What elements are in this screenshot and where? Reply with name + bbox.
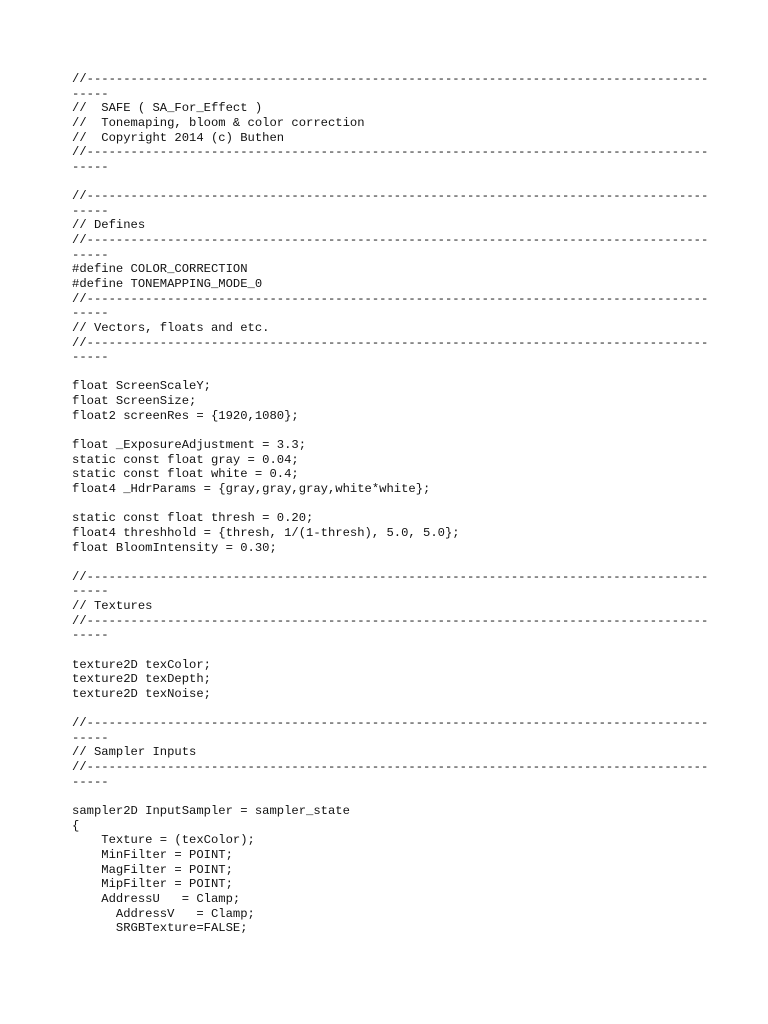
code-line	[72, 702, 712, 717]
code-line: // Sampler Inputs	[72, 745, 197, 760]
code-line: float ScreenScaleY;	[72, 379, 211, 394]
code-line: //-------------------------------------------------------------------------------------	[72, 760, 709, 775]
code-line	[72, 174, 712, 189]
code-line: //-------------------------------------------------------------------------------------	[72, 189, 709, 204]
code-line: SRGBTexture=FALSE;	[72, 921, 248, 936]
code-line: static const float thresh = 0.20;	[72, 511, 314, 526]
code-line: sampler2D InputSampler = sampler_state	[72, 804, 350, 819]
code-line: //-------------------------------------------------------------------------------------	[72, 145, 709, 160]
code-line: static const float gray = 0.04;	[72, 452, 299, 467]
code-line: // Tonemaping, bloom & color correction	[72, 115, 365, 130]
code-document	[72, 72, 712, 936]
code-line: -----	[72, 247, 109, 262]
code-line: // Textures	[72, 599, 153, 614]
code-line: {	[72, 818, 80, 833]
code-line: -----	[72, 774, 109, 789]
code-line: // Vectors, floats and etc.	[72, 320, 270, 335]
code-line: float BloomIntensity = 0.30;	[72, 540, 277, 555]
code-line	[72, 643, 712, 658]
code-line: // SAFE ( SA_For_Effect )	[72, 101, 263, 116]
code-line: -----	[72, 306, 109, 321]
code-line: AddressU = Clamp;	[72, 891, 241, 906]
code-line: MipFilter = POINT;	[72, 877, 233, 892]
code-line: -----	[72, 86, 109, 101]
code-line: Texture = (texColor);	[72, 833, 255, 848]
code-line: -----	[72, 203, 109, 218]
code-line: float4 _HdrParams = {gray,gray,gray,white*white};	[72, 481, 431, 496]
code-line: float2 screenRes = {1920,1080};	[72, 408, 299, 423]
code-line	[72, 555, 712, 570]
code-line: float _ExposureAdjustment = 3.3;	[72, 438, 307, 453]
code-line: -----	[72, 628, 109, 643]
code-line: #define COLOR_CORRECTION	[72, 262, 248, 277]
code-line: texture2D texDepth;	[72, 672, 211, 687]
code-line: #define TONEMAPPING_MODE_0	[72, 276, 263, 291]
code-line: //-------------------------------------------------------------------------------------	[72, 72, 709, 86]
code-line: texture2D texNoise;	[72, 686, 211, 701]
code-line: //-------------------------------------------------------------------------------------	[72, 613, 709, 628]
code-line: -----	[72, 159, 109, 174]
code-line: //-------------------------------------------------------------------------------------	[72, 335, 709, 350]
code-line: static const float white = 0.4;	[72, 467, 299, 482]
code-line: -----	[72, 350, 109, 365]
code-line: //-------------------------------------------------------------------------------------	[72, 233, 709, 248]
code-line: MagFilter = POINT;	[72, 862, 233, 877]
code-line: // Defines	[72, 218, 146, 233]
code-line: -----	[72, 730, 109, 745]
code-line	[72, 497, 712, 512]
code-line: texture2D texColor;	[72, 657, 211, 672]
code-line: //-------------------------------------------------------------------------------------	[72, 716, 709, 731]
code-line: MinFilter = POINT;	[72, 847, 233, 862]
code-line	[72, 423, 712, 438]
code-line	[72, 789, 712, 804]
code-line: -----	[72, 584, 109, 599]
code-line: //-------------------------------------------------------------------------------------	[72, 291, 709, 306]
code-line: float ScreenSize;	[72, 394, 197, 409]
code-line: float4 threshhold = {thresh, 1/(1-thresh), 5.0, 5.0};	[72, 525, 460, 540]
code-line: AddressV = Clamp;	[72, 906, 255, 921]
code-line: // Copyright 2014 (c) Buthen	[72, 130, 285, 145]
code-line	[72, 365, 712, 380]
code-line: //-------------------------------------------------------------------------------------	[72, 569, 709, 584]
